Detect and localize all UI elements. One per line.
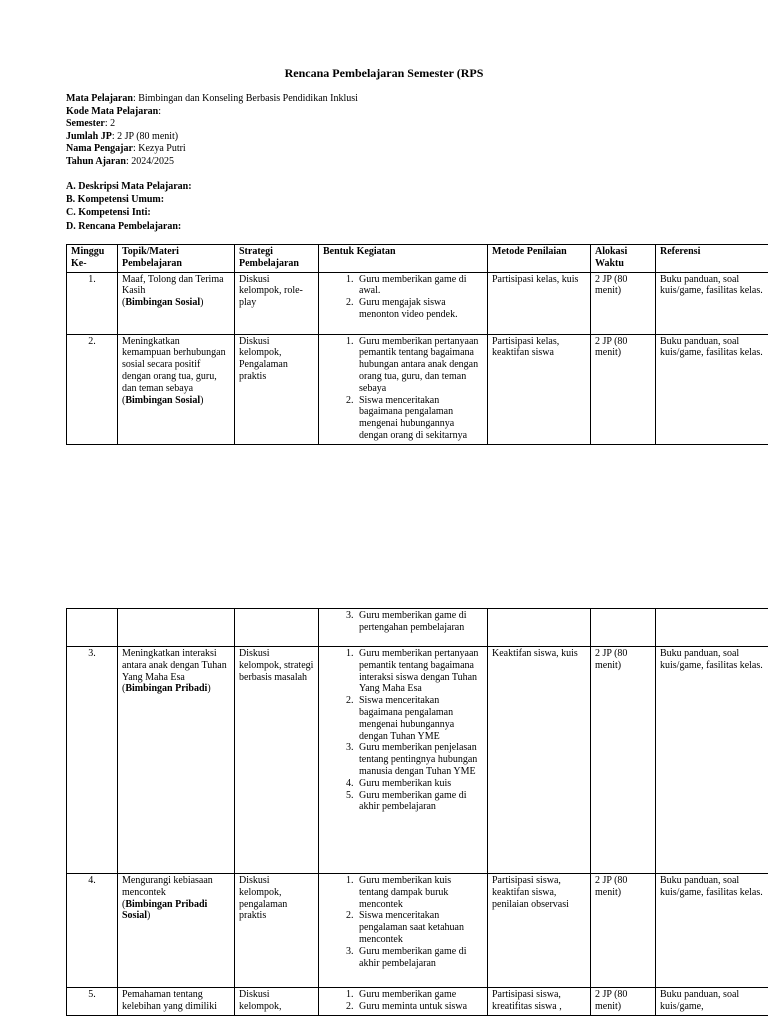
topic-cell: Mengurangi kebiasaan mencontek (Bimbingan Pribadi Sosial) [118, 874, 235, 988]
meta-line [66, 156, 706, 169]
strategy-cell: Diskusi kelompok, [235, 988, 319, 1016]
activity-item: 1. Guru memberikan game [356, 989, 483, 1001]
empty-cell [118, 609, 235, 647]
header-activities: Bentuk Kegiatan [319, 245, 488, 273]
week-cell: 5. [67, 988, 118, 1016]
assessment-cell: Keaktifan siswa, kuis [488, 647, 591, 874]
activities-cell [319, 874, 488, 988]
reference-cell: Buku panduan, soal kuis/game, fasilitas kelas. [656, 874, 768, 988]
strategy-cell: Diskusi kelompok, pengalaman praktis [235, 874, 319, 988]
activity-item: 3. Guru memberikan game di pertengahan pembelajaran [356, 610, 483, 634]
meta-value: : 2 [104, 118, 116, 130]
activities-cell [319, 334, 488, 444]
activities-cell [319, 988, 488, 1016]
lesson-plan-table-continued [66, 608, 768, 1016]
meta-label: Jumlah JP [66, 130, 112, 142]
table-row [67, 272, 768, 334]
strategy-cell: Diskusi kelompok, Pengalaman praktis [235, 334, 319, 444]
meta-line [66, 106, 706, 119]
empty-cell [656, 609, 768, 647]
strategy-cell: Diskusi kelompok, role-play [235, 272, 319, 334]
meta-label: Mata Pelajaran [66, 93, 133, 104]
meta-line [66, 93, 706, 106]
week-cell: 3. [67, 647, 118, 874]
week-cell: 2. [67, 334, 118, 444]
meta-label: Tahun Ajaran [66, 155, 126, 167]
header-assessment: Metode Penilaian [488, 245, 591, 273]
topic-tag: Bimbingan Sosial [125, 297, 201, 309]
time-cell: 2 JP (80 menit) [591, 874, 656, 988]
meta-value: : 2 JP (80 menit) [111, 130, 179, 142]
activity-item: 3. Guru memberikan game di akhir pembelajaran [356, 946, 483, 970]
activity-item: 5. Guru memberikan game di akhir pembelajaran [356, 790, 483, 814]
topic-cell: Maaf, Tolong dan Terima Kasih (Bimbingan Sosial) [118, 272, 235, 334]
activity-item: 2. Guru meminta untuk siswa [356, 1001, 483, 1013]
empty-cell [235, 609, 319, 647]
assessment-cell: Partisipasi siswa, keaktifan siswa, penilaian observasi [488, 874, 591, 988]
table-row [67, 334, 768, 444]
meta-value: : Bimbingan dan Konseling Berbasis Pendidikan Inklusi [132, 93, 358, 104]
time-cell: 2 JP (80 menit) [591, 988, 656, 1016]
empty-cell [488, 609, 591, 647]
topic-tag: Bimbingan Sosial [125, 394, 201, 406]
reference-cell: Buku panduan, soal kuis/game, fasilitas kelas. [656, 272, 768, 334]
activity-item: 1. Guru memberikan pertanyaan pemantik tentang bagaimana interaksi siswa dengan Tuhan Yang Maha Esa [356, 648, 483, 695]
meta-value: : [158, 105, 161, 117]
meta-label: Kode Mata Pelajaran [66, 105, 159, 117]
empty-cell [591, 609, 656, 647]
metadata-block [66, 93, 706, 169]
empty-cell [67, 609, 118, 647]
assessment-cell: Partisipasi kelas, kuis [488, 272, 591, 334]
document-title: Rencana Pembelajaran Semester (RPS [284, 66, 484, 80]
table-row [67, 874, 768, 988]
table-row-continuation [67, 609, 768, 647]
header-week: Minggu Ke- [67, 245, 118, 273]
activities-cell [319, 647, 488, 874]
reference-cell: Buku panduan, soal kuis/game, [656, 988, 768, 1016]
reference-cell: Buku panduan, soal kuis/game, fasilitas kelas. [656, 647, 768, 874]
activities-cell [319, 272, 488, 334]
meta-line [66, 118, 706, 131]
table-row [67, 988, 768, 1016]
meta-line [66, 143, 706, 156]
topic-tag: Bimbingan Pribadi [125, 683, 208, 695]
section-heading: B. Kompetensi Umum: [66, 194, 165, 206]
header-reference: Referensi [656, 245, 768, 273]
topic-text: Meningkatkan kemampuan berhubungan sosial secara positif dengan orang tua, guru, dan teman sebaya [122, 335, 226, 394]
topic-tag: Bimbingan Pribadi Sosial [122, 898, 208, 922]
activity-item: 2. Siswa menceritakan bagaimana pengalaman mengenai hubungannya dengan orang di sekitarnya [356, 395, 483, 442]
activity-item: 1. Guru memberikan pertanyaan pemantik tentang bagaimana hubungan antara anak dengan orang tua, guru, dan teman sebaya [356, 336, 483, 395]
activity-item: 2. Siswa menceritakan bagaimana pengalaman mengenai hubungannya dengan Tuhan YME [356, 695, 483, 742]
meta-value: : 2024/2025 [125, 155, 174, 167]
section-heading: C. Kompetensi Inti: [66, 207, 151, 219]
topic-text: Meningkatkan interaksi antara anak dengan Tuhan Yang Maha Esa [122, 648, 227, 683]
activity-item: 2. Siswa menceritakan pengalaman saat ketahuan mencontek [356, 910, 483, 945]
topic-text: Mengurangi kebiasaan mencontek [122, 875, 213, 898]
meta-label: Semester [66, 118, 105, 130]
week-cell: 1. [67, 272, 118, 334]
time-cell: 2 JP (80 menit) [591, 334, 656, 444]
header-strategy: Strategi Pembelajaran [235, 245, 319, 273]
table-header-row [67, 245, 768, 273]
meta-value: : Kezya Putri [132, 143, 186, 155]
assessment-cell: Partisipasi siswa, kreatifitas siswa , [488, 988, 591, 1016]
activity-item: 2. Guru mengajak siswa menonton video pendek. [356, 297, 483, 321]
topic-cell: Pemahaman tentang kelebihan yang dimiliki [118, 988, 235, 1016]
week-cell: 4. [67, 874, 118, 988]
section-heading: A. Deskripsi Mata Pelajaran: [66, 181, 192, 192]
time-cell: 2 JP (80 menit) [591, 647, 656, 874]
activity-item: 3. Guru memberikan penjelasan tentang pentingnya hubungan manusia dengan Tuhan YME [356, 742, 483, 777]
activity-item: 1. Guru memberikan game di awal. [356, 274, 483, 298]
meta-line [66, 131, 706, 144]
activity-item: 1. Guru memberikan kuis tentang dampak buruk mencontek [356, 875, 483, 910]
section-headings [66, 181, 706, 234]
topic-cell: Meningkatkan interaksi antara anak dengan Tuhan Yang Maha Esa (Bimbingan Pribadi) [118, 647, 235, 874]
topic-text: Maaf, Tolong dan Terima Kasih [122, 273, 224, 297]
header-topic: Topik/Materi Pembelajaran [118, 245, 235, 273]
strategy-cell: Diskusi kelompok, strategi berbasis masalah [235, 647, 319, 874]
reference-cell: Buku panduan, soal kuis/game, fasilitas kelas. [656, 334, 768, 444]
activity-item: 4. Guru memberikan kuis [356, 778, 483, 790]
time-cell: 2 JP (80 menit) [591, 272, 656, 334]
activities-cell [319, 609, 488, 647]
meta-label: Nama Pengajar [66, 143, 133, 155]
table-row [67, 647, 768, 874]
header-time: Alokasi Waktu [591, 245, 656, 273]
lesson-plan-table [66, 244, 768, 445]
assessment-cell: Partisipasi kelas, keaktifan siswa [488, 334, 591, 444]
section-heading: D. Rencana Pembelajaran: [66, 220, 182, 232]
topic-cell: Meningkatkan kemampuan berhubungan sosial secara positif dengan orang tua, guru, dan teman sebaya (Bimbingan Sosial) [118, 334, 235, 444]
